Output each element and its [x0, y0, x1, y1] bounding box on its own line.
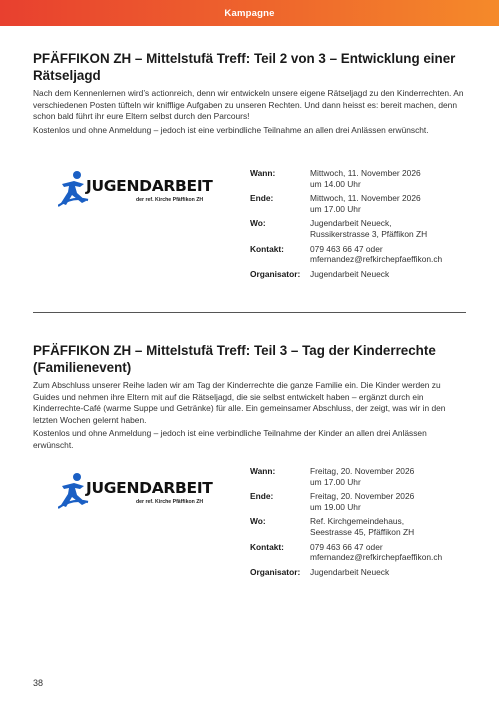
info-value	[310, 193, 421, 214]
info-row-end	[250, 491, 480, 512]
info-row-end	[250, 193, 480, 214]
section-header-bar	[0, 0, 499, 26]
info-label: Ende:	[250, 491, 274, 502]
info-row-contact	[250, 244, 480, 265]
event-info-table	[250, 466, 480, 581]
info-row-when	[250, 466, 480, 487]
info-line: um 19.00 Uhr	[310, 501, 361, 512]
info-line: Mittwoch, 11. November 2026	[310, 193, 421, 204]
info-row-when	[250, 168, 480, 189]
event-paragraph: Zum Abschluss unserer Reihe laden wir am Tag der Kinderrechte die ganze Familie ein. Die Kinder werden zu Guides und nehmen ihre Eltern mit auf die Rätseljagd, die sie selbst entwickelt haben – ergänzt durch ein Kinderrechte-Café (warme Suppe und Getränke) für alle. Ein gemeinsamer Abschluss, der zeigt, was wir in den letzten Wochen gelernt haben.	[33, 380, 446, 425]
info-value	[310, 516, 414, 537]
info-label: Ende:	[250, 193, 274, 204]
event-info-table	[250, 168, 480, 283]
info-line: Seestrasse 45, Pfäffikon ZH	[310, 526, 415, 537]
jugendarbeit-logo	[58, 170, 218, 214]
info-line: Jugendarbeit Neueck	[310, 268, 390, 279]
info-line: um 17.00 Uhr	[310, 476, 361, 487]
info-row-contact	[250, 542, 480, 563]
info-line: Mittwoch, 11. November 2026	[310, 168, 421, 178]
event-description	[33, 88, 469, 136]
info-label: Kontakt:	[250, 541, 284, 552]
logo-subtitle: der ref. Kirche Pfäffikon ZH	[136, 197, 204, 203]
info-value	[310, 466, 414, 487]
contact-email-link[interactable]: mfernandez@refkirchepfaeffikon.ch	[310, 254, 443, 265]
event-entry	[33, 50, 469, 136]
info-label: Wann:	[250, 168, 276, 178]
info-line: um 17.00 Uhr	[310, 203, 361, 214]
logo-wordmark: JUGENDARBEIT	[86, 479, 213, 497]
contact-email-link[interactable]: mfernandez@refkirchepfaeffikon.ch	[310, 552, 443, 563]
info-row-where	[250, 516, 480, 537]
event-title: PFÄFFIKON ZH – Mittelstufä Treff: Teil 3 – Tag der Kinderrechte (Familienevent)	[33, 343, 436, 375]
logo-subtitle: der ref. Kirche Pfäffikon ZH	[136, 499, 204, 505]
info-label: Wo:	[250, 516, 266, 527]
info-line: Jugendarbeit Neueck	[310, 566, 390, 577]
info-value	[310, 168, 421, 189]
event-entry	[33, 342, 469, 452]
info-value	[310, 567, 389, 578]
info-line: Freitag, 20. November 2026	[310, 491, 415, 502]
logo-wordmark: JUGENDARBEIT	[86, 177, 213, 195]
info-line: 079 463 66 47 oder	[310, 541, 383, 552]
info-line: 079 463 66 47 oder	[310, 243, 383, 254]
event-paragraph: Kostenlos und ohne Anmeldung – jedoch ist eine verbindliche Teilnahme an allen drei Anlässen erwünscht.	[33, 124, 429, 135]
event-paragraph: Kostenlos und ohne Anmeldung – jedoch ist eine verbindliche Teilnahme der Kinder an allen drei Anlässen erwünscht.	[33, 428, 427, 450]
info-line: Russikerstrasse 3, Pfäffikon ZH	[310, 228, 428, 239]
info-label: Wo:	[250, 218, 266, 229]
info-value	[310, 244, 442, 265]
jugendarbeit-logo	[58, 472, 218, 516]
info-value	[310, 491, 414, 512]
info-row-where	[250, 218, 480, 239]
info-value	[310, 269, 389, 280]
info-line: Freitag, 20. November 2026	[310, 466, 415, 476]
page-number: 38	[33, 678, 44, 688]
info-label: Organisator:	[250, 566, 301, 577]
info-row-organizer	[250, 567, 480, 578]
event-paragraph: Nach dem Kennenlernen wird’s actionreich, denn wir entwickeln unsere eigene Rätseljagd zu den Kinderrechten. An verschiedenen Posten tüfteln wir knifflige Aufgaben zu unseren Rechten. Und dann heisst es: bereit machen, denn schon bald führt ihr eure Eltern selbst durch den Parcours!	[33, 88, 464, 122]
section-divider	[33, 312, 466, 313]
info-value	[310, 218, 427, 239]
info-label: Wann:	[250, 466, 276, 476]
info-line: Ref. Kirchgemeindehaus,	[310, 516, 405, 527]
info-row-organizer	[250, 269, 480, 280]
info-value	[310, 542, 442, 563]
info-line: Jugendarbeit Neueck,	[310, 218, 392, 229]
event-description	[33, 380, 469, 452]
info-line: um 14.00 Uhr	[310, 178, 361, 189]
info-label: Organisator:	[250, 268, 301, 279]
section-label: Kampagne	[224, 7, 275, 19]
info-label: Kontakt:	[250, 243, 284, 254]
event-title: PFÄFFIKON ZH – Mittelstufä Treff: Teil 2 von 3 – Entwicklung einer Rätseljagd	[33, 51, 456, 83]
